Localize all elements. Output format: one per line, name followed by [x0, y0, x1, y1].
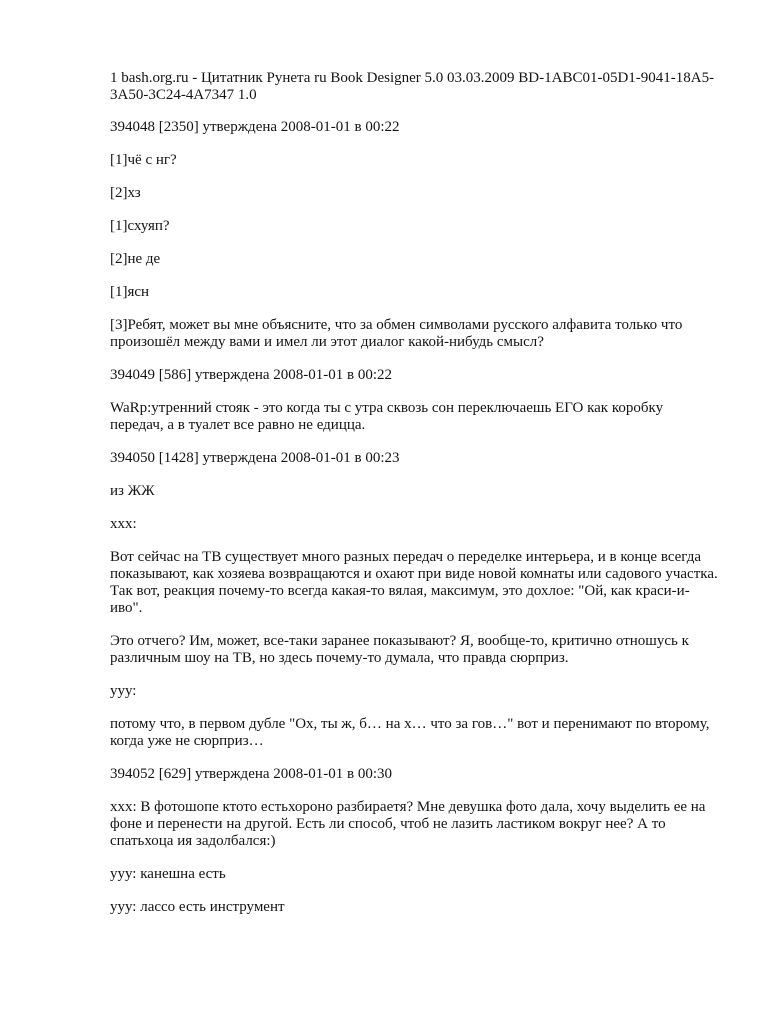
quote-line: [3]Ребят, может вы мне объясните, что за обмен символами русского алфавита только что произошёл между вами и имел ли этот диалог какой-нибудь смысл? — [110, 317, 687, 350]
quote-line: ххх: — [110, 516, 137, 532]
quote-line: [1]чё с нг? — [110, 152, 177, 168]
quote-line: потому что, в первом дубле "Ох, ты ж, б… на х… что за гов…" вот и перенимают по второму, когда уже не сюрприз… — [110, 716, 714, 749]
quote-line: из ЖЖ — [110, 483, 155, 499]
quote-line: [2]хз — [110, 185, 141, 201]
quote-line: Это отчего? Им, может, все-таки заранее показывают? Я, вообще-то, критично отношусь к различным шоу на ТВ, но здесь почему-то думала, что правда сюрприз. — [110, 633, 693, 666]
quote-line: ууу: канешна есть — [110, 866, 226, 882]
quote-line: WaRp:утренний стояк - это когда ты с утра сквозь сон переключаешь ЕГО как коробку передач, а в туалет все равно не едицца. — [110, 400, 667, 433]
quote-meta-394050: 394050 [1428] утверждена 2008-01-01 в 00:23 — [110, 450, 400, 466]
quote-line: ууу: лассо есть инструмент — [110, 899, 285, 915]
quote-line: ууу: — [110, 683, 137, 699]
quote-line: [1]ясн — [110, 284, 150, 300]
quote-meta-394048: 394048 [2350] утверждена 2008-01-01 в 00:22 — [110, 119, 400, 135]
quote-line: [2]не де — [110, 251, 161, 267]
quote-line: [1]схуяп? — [110, 218, 170, 234]
quote-line: Вот сейчас на ТВ существует много разных передач о переделке интерьера, и в конце всегда показывают, как хозяева возвращаются и охают при виде новой комнаты или садового участка. Так вот, реакция почему-то всегда какая-то вялая, максимум, это дохлое: "Ой, как краси-и-иво". — [110, 549, 722, 616]
quote-meta-394052: 394052 [629] утверждена 2008-01-01 в 00:30 — [110, 766, 393, 782]
document-page — [110, 70, 720, 932]
quote-line: ххх: В фотошопе ктото естьхороно разбираетя? Мне девушка фото дала, хочу выделить ее на фоне и перенести на другой. Есть ли способ, чтоб не лазить ластиком вокруг нее? А то спатьхоца ия задолбался:) — [110, 799, 710, 849]
quote-meta-394049: 394049 [586] утверждена 2008-01-01 в 00:22 — [110, 367, 393, 383]
document-header: 1 bash.org.ru - Цитатник Рунета ru Book Designer 5.0 03.03.2009 BD-1ABC01-05D1-9041-18A5-3A50-3C24-4A7347 1.0 — [110, 70, 715, 103]
